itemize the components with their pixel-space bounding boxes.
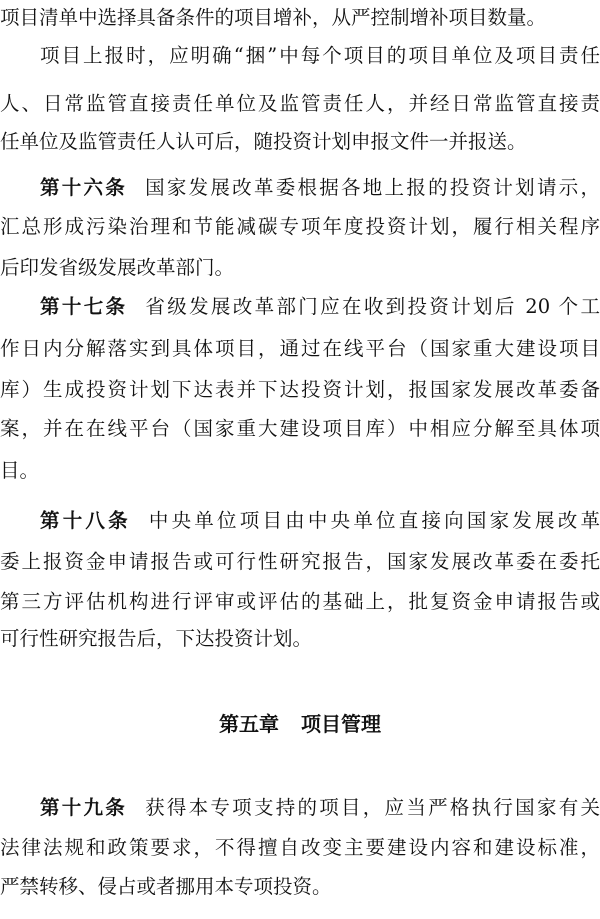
article-19-line xyxy=(0,796,600,820)
paragraph-line: 项目上报时，应明确“捆”中每个项目的项目单位及项目责任 xyxy=(40,44,600,67)
article-number: 第十九条 xyxy=(40,796,128,819)
paragraph-line: 人、日常监管直接责任单位及监管责任人，并经日常监管直接责 xyxy=(0,92,600,115)
article-16-line xyxy=(0,176,600,200)
paragraph-line: 库）生成投资计划下达表并下达投资计划，报国家发展改革委备 xyxy=(0,378,600,401)
article-text: 获得本专项支持的项目，应当严格执行国家有关 xyxy=(145,796,600,819)
paragraph-line: 案，并在在线平台（国家重大建设项目库）中相应分解至具体项 xyxy=(0,417,600,440)
article-text: 省级发展改革部门应在收到投资计划后 20 个工 xyxy=(145,295,600,318)
article-number: 第十八条 xyxy=(40,509,131,532)
article-18-line xyxy=(0,509,600,533)
paragraph-line: 委上报资金申请报告或可行性研究报告，国家发展改革委在委托 xyxy=(0,550,600,573)
paragraph-line: 法律法规和政策要求，不得擅自改变主要建设内容和建设标准， xyxy=(0,836,600,859)
paragraph-line: 第三方评估机构进行评审或评估的基础上，批复资金申请报告或 xyxy=(0,590,600,613)
paragraph-line: 汇总形成污染治理和节能减碳专项年度投资计划，履行相关程序 xyxy=(0,215,600,238)
paragraph-line: 后印发省级发展改革部门。 xyxy=(0,256,235,279)
paragraph-line: 任单位及监管责任人认可后，随投资计划申报文件一并报送。 xyxy=(0,130,527,153)
article-text: 国家发展改革委根据各地上报的投资计划请示， xyxy=(145,176,600,199)
paragraph-line: 严禁转移、侵占或者挪用本专项投资。 xyxy=(0,875,332,898)
article-17-line xyxy=(0,295,600,319)
paragraph-line: 可行性研究报告后，下达投资计划。 xyxy=(0,627,313,650)
article-number: 第十六条 xyxy=(40,176,128,199)
chapter-number: 第五章 xyxy=(219,712,279,736)
article-text: 中央单位项目由中央单位直接向国家发展改革 xyxy=(148,509,600,532)
chapter-title: 项目管理 xyxy=(301,712,381,736)
paragraph-line: 作日内分解落实到具体项目，通过在线平台（国家重大建设项目 xyxy=(0,337,600,360)
paragraph-line: 项目清单中选择具备条件的项目增补，从严控制增补项目数量。 xyxy=(0,6,547,29)
paragraph-line: 目。 xyxy=(0,459,40,482)
chapter-heading xyxy=(0,711,600,737)
article-number: 第十七条 xyxy=(40,295,128,318)
